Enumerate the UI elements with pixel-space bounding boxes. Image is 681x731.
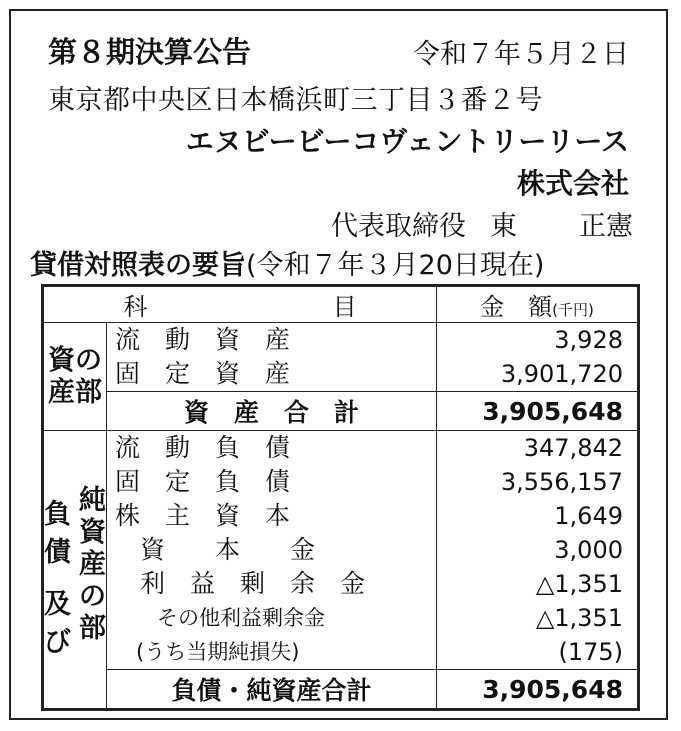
list-item: 株 主 資 本 xyxy=(115,501,291,530)
rep-title: 代表取締役 xyxy=(331,211,466,242)
assets-items xyxy=(107,323,437,392)
header-account: 科 目 xyxy=(43,286,437,323)
assets-total-value: 3,905,648 xyxy=(437,392,639,431)
assets-side-label: 資の 産部 xyxy=(43,323,107,431)
list-value: △1,351 xyxy=(535,570,623,598)
rep-given-name: 正憲 xyxy=(579,211,633,242)
list-value: 3,901,720 xyxy=(500,360,623,388)
list-value: 3,000 xyxy=(554,536,623,564)
list-item: その他利益剰余金 xyxy=(115,606,325,630)
liabilities-total-row xyxy=(43,670,639,710)
company-name-line1: エヌビービーコヴェントリーリース xyxy=(185,125,629,158)
assets-total-row xyxy=(43,392,639,431)
company-address: 東京都中央区日本橋浜町三丁目３番２号 xyxy=(48,85,543,116)
assets-values xyxy=(437,323,639,392)
list-value: 347,842 xyxy=(523,434,623,462)
company-name-line2: 株式会社 xyxy=(516,167,629,200)
subtitle-main: 貸借対照表の要旨 xyxy=(30,250,246,281)
list-item: 固 定 負 債 xyxy=(115,467,291,496)
assets-total-label: 資 産 合 計 xyxy=(107,392,437,431)
list-item: 資 本 金 xyxy=(115,535,316,564)
list-value: 3,556,157 xyxy=(500,468,623,496)
balance-sheet-table xyxy=(41,284,640,711)
list-value: 1,649 xyxy=(554,502,623,530)
rep-surname: 東 xyxy=(490,211,517,242)
header-amount: 金 額(千円) xyxy=(437,286,639,323)
notice-title: 第８期決算公告 xyxy=(48,35,252,69)
assets-section xyxy=(43,323,639,392)
liabilities-values xyxy=(437,431,639,670)
balance-sheet-heading xyxy=(30,243,641,282)
liabilities-total-label: 負債・純資産合計 xyxy=(107,670,437,710)
subtitle-date: (令和７年３月20日現在) xyxy=(246,250,545,281)
table-header-row xyxy=(43,286,639,323)
header-unit: (千円) xyxy=(552,301,594,319)
list-item: 流 動 負 債 xyxy=(115,433,291,462)
liabilities-section xyxy=(43,431,639,670)
list-value: 3,928 xyxy=(554,326,623,354)
list-item: 利 益 剰 余 金 xyxy=(115,569,366,598)
liabilities-items xyxy=(107,431,437,670)
list-item: (うち当期純損失) xyxy=(115,640,300,664)
list-value: (175) xyxy=(558,638,623,666)
list-item: 固 定 資 産 xyxy=(115,359,291,388)
notice-date: 令和７年５月２日 xyxy=(413,39,629,70)
representative xyxy=(331,204,633,243)
list-item: 流 動 資 産 xyxy=(115,325,291,354)
liabilities-side-label: 負 債 及 び 純 資 産 の 部 xyxy=(43,431,107,710)
liabilities-total-value: 3,905,648 xyxy=(437,670,639,710)
list-value: △1,351 xyxy=(535,604,623,632)
